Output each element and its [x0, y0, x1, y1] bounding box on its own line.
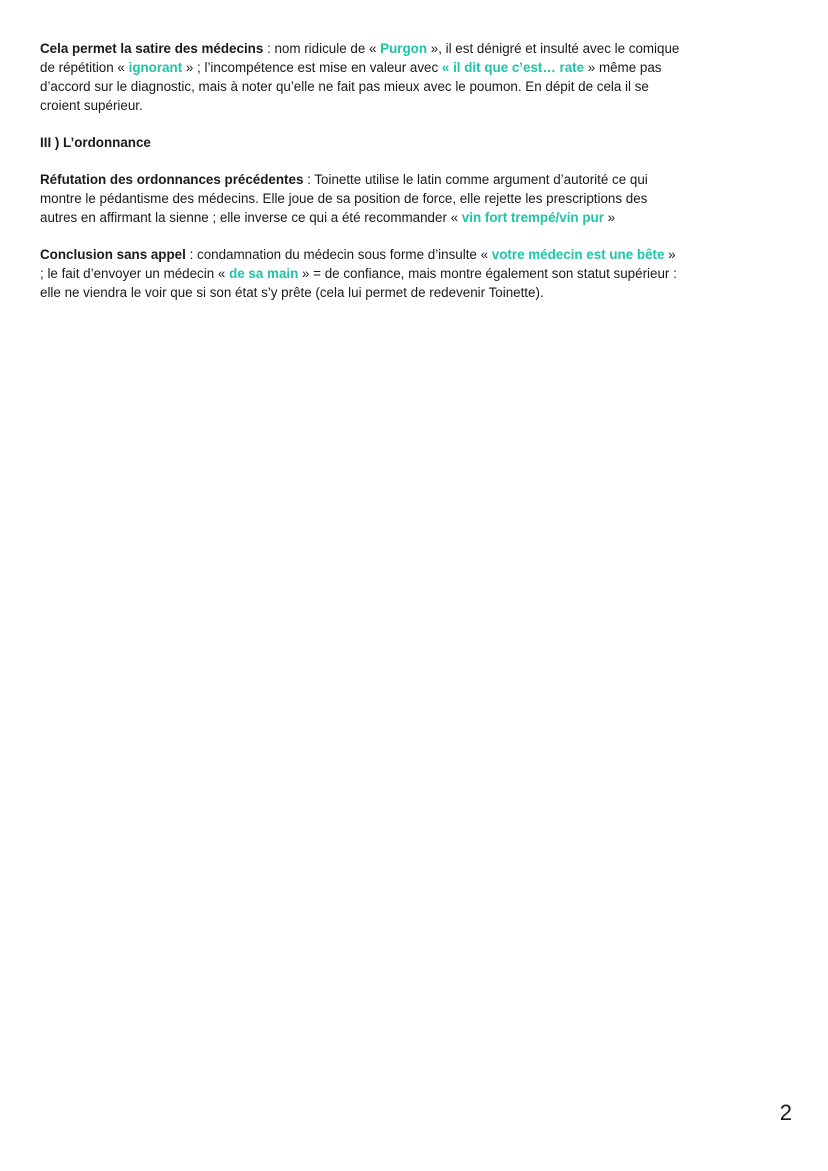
quote-highlight: « il dit que c’est… rate	[441, 60, 585, 75]
paragraph-text: » même pas d’accord sur le diagnostic, mais à noter qu’elle ne fait pas mieux avec le poumon. En dépit de cela il se croient supérieur.	[40, 60, 662, 113]
paragraph-satire-medecins	[40, 39, 680, 115]
section-heading: III ) L’ordonnance	[40, 135, 151, 150]
paragraph-text: » ; l’incompétence est mise en valeur avec	[182, 60, 442, 75]
page-number: 2	[779, 1100, 792, 1125]
document-body	[40, 39, 680, 320]
paragraph-text: : condamnation du médecin sous forme d’insulte «	[185, 247, 492, 262]
paragraph-text: : nom ridicule de «	[263, 41, 381, 56]
paragraph-text: » ; le fait d’envoyer un médecin «	[40, 247, 676, 281]
quote-highlight: vin fort trempé/vin pur	[461, 210, 604, 225]
paragraph-conclusion	[40, 245, 680, 302]
paragraph-text: : Toinette utilise le latin comme argument d’autorité ce qui montre le pédantisme des médecins. Elle joue de sa position de force, elle rejette les prescriptions des autres en affirmant la sienne ; elle inverse ce qui a été recommander «	[40, 172, 648, 225]
paragraph-lead: Cela permet la satire des médecins	[40, 41, 264, 56]
quote-highlight: votre médecin est une bête	[491, 247, 665, 262]
quote-highlight: Purgon	[380, 41, 428, 56]
paragraph-text: »	[603, 210, 616, 225]
quote-highlight: ignorant	[128, 60, 183, 75]
paragraph-lead: Réfutation des ordonnances précédentes	[40, 172, 304, 187]
paragraph-text: », il est dénigré et insulté avec le comique de répétition «	[40, 41, 680, 75]
paragraph-lead: Conclusion sans appel	[40, 247, 186, 262]
paragraph-text: » = de confiance, mais montre également son statut supérieur : elle ne viendra le voir que si son état s’y prête (cela lui permet de redevenir Toinette).	[40, 266, 677, 300]
paragraph-refutation	[40, 170, 680, 227]
quote-highlight: de sa main	[229, 266, 299, 281]
